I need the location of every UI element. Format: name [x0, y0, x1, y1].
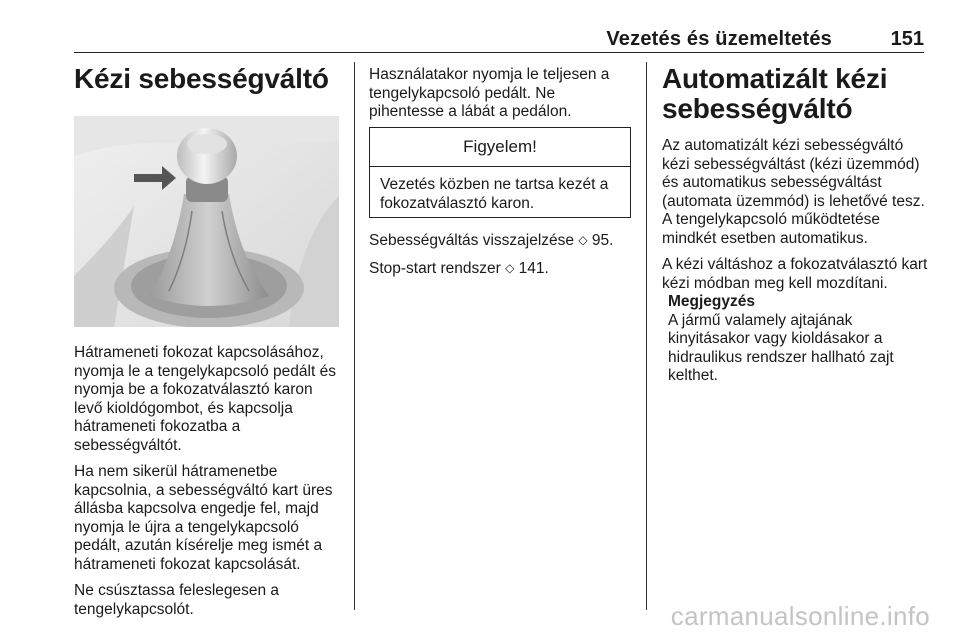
- watermark: carmanualsonline.info: [670, 601, 930, 631]
- reference-text: Stop-start rendszer: [369, 259, 501, 277]
- reference-page: 95.: [591, 232, 614, 249]
- paragraph: Ha nem sikerül hátramenetbe kapcsolnia, a sebességváltó kart üres állásba kapcsolva engedje fel, majd nyomja le újra a tengelykapcsoló pedált, azután kísérelje meg ismét a hátrameneti fokozat kapcsolását.: [74, 463, 333, 573]
- column-divider-2: [646, 62, 647, 610]
- warning-text: Vezetés közben ne tartsa kezét a fokozatválasztó karon.: [380, 176, 609, 212]
- paragraph: Hátrameneti fokozat kapcsolásához, nyomja le a tengelykapcsoló pedált és nyomja be a fokozatválasztó karon levő kioldógombot, és kapcsolja hátrameneti fokozatba a sebességváltót.: [74, 344, 336, 454]
- paragraph: Az automatizált kézi sebességváltó kézi sebességváltást (kézi üzemmód) és automatikus sebességváltást (automata üzemmód) is lehetővé tesz. A tengelykapcsoló működtetése mindkét esetben automatikus.: [662, 137, 925, 247]
- note-block: [668, 293, 928, 386]
- page-ref-icon: ◇: [578, 233, 588, 247]
- paragraph: Használatakor nyomja le teljesen a tengelykapcsoló pedált. Ne pihentesse a lábát a pedálon.: [369, 66, 610, 120]
- page-ref-icon: ◇: [505, 260, 515, 275]
- paragraph: A kézi váltáshoz a fokozatválasztó kart kézi módban meg kell mozdítani.: [662, 256, 928, 292]
- right-body: [662, 137, 930, 301]
- cross-reference[interactable]: [369, 231, 634, 251]
- gear-shifter-illustration: [74, 116, 339, 327]
- column-divider-1: [354, 62, 355, 610]
- reference-page: 141.: [518, 259, 549, 277]
- middle-refs: [369, 231, 634, 286]
- cross-reference[interactable]: [369, 259, 634, 279]
- paragraph: Ne csúsztassa feleslegesen a tengelykapcsolót.: [74, 582, 280, 618]
- right-heading-block: [662, 64, 932, 124]
- warning-title: Figyelem!: [370, 128, 630, 167]
- middle-intro: [369, 66, 634, 130]
- note-title: Megjegyzés: [668, 293, 756, 310]
- page-number: 151: [890, 28, 924, 50]
- page-header: [74, 28, 924, 53]
- page-title: Kézi sebességváltó: [74, 63, 329, 94]
- left-body: [74, 344, 344, 627]
- section-title: Vezetés és üzemeltetés: [606, 28, 832, 50]
- warning-box: [369, 127, 631, 218]
- note-text: A jármű valamely ajtajának kinyitásakor vagy kioldásakor a hidraulikus rendszer hallható zajt kelthet.: [668, 311, 894, 384]
- reference-text: Sebességváltás visszajelzése: [369, 232, 575, 249]
- left-heading-block: [74, 64, 344, 94]
- section-heading: Automatizált kézi sebességváltó: [662, 63, 888, 124]
